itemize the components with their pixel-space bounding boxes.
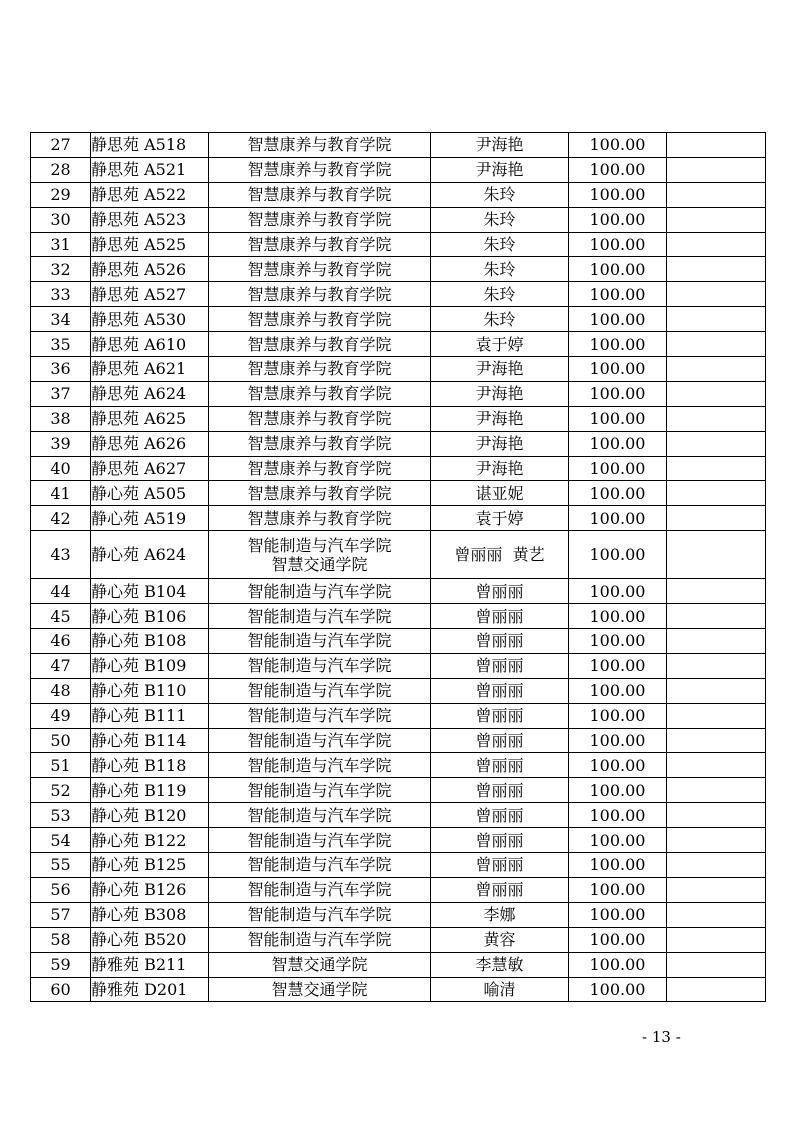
table-row xyxy=(31,902,766,927)
college-name: 智能制造与汽车学院 xyxy=(247,905,392,925)
dorm-room-cell: 静心苑 B308 xyxy=(91,902,209,927)
dorm-room-cell: 静雅苑 D201 xyxy=(91,977,209,1002)
college-name: 智慧康养与教育学院 xyxy=(247,409,392,429)
note-cell xyxy=(667,703,766,728)
note-cell xyxy=(667,207,766,232)
responsible-person-cell: 尹海艳 xyxy=(431,406,569,431)
college-name: 智慧康养与教育学院 xyxy=(247,259,392,279)
note-cell xyxy=(667,406,766,431)
table-row xyxy=(31,481,766,506)
row-number-cell: 50 xyxy=(31,728,91,753)
table-row xyxy=(31,357,766,382)
dorm-room-cell: 静心苑 A519 xyxy=(91,506,209,531)
college-cell xyxy=(209,828,431,853)
row-number-cell: 54 xyxy=(31,828,91,853)
table-row xyxy=(31,778,766,803)
dorm-room-cell: 静心苑 B120 xyxy=(91,803,209,828)
dorm-room-cell: 静思苑 A610 xyxy=(91,332,209,357)
college-name: 智慧康养与教育学院 xyxy=(247,160,392,180)
college-cell xyxy=(209,927,431,952)
college-cell xyxy=(209,481,431,506)
college-name: 智慧康养与教育学院 xyxy=(247,135,392,155)
table-row xyxy=(31,232,766,257)
score-cell: 100.00 xyxy=(569,678,667,703)
college-cell xyxy=(209,803,431,828)
note-cell xyxy=(667,307,766,332)
college-name: 智能制造与汽车学院 xyxy=(247,755,392,775)
score-cell: 100.00 xyxy=(569,579,667,604)
college-cell xyxy=(209,332,431,357)
college-cell xyxy=(209,653,431,678)
note-cell xyxy=(667,232,766,257)
table-row xyxy=(31,853,766,878)
college-name: 智能制造与汽车学院 xyxy=(247,780,392,800)
dorm-room-cell: 静心苑 B520 xyxy=(91,927,209,952)
row-number-cell: 55 xyxy=(31,853,91,878)
college-cell xyxy=(209,604,431,629)
note-cell xyxy=(667,579,766,604)
note-cell xyxy=(667,381,766,406)
score-cell: 100.00 xyxy=(569,431,667,456)
row-number-cell: 59 xyxy=(31,952,91,977)
dorm-room-cell: 静心苑 B114 xyxy=(91,728,209,753)
college-cell xyxy=(209,531,431,579)
score-cell: 100.00 xyxy=(569,481,667,506)
dorm-room-cell: 静心苑 B122 xyxy=(91,828,209,853)
dorm-room-cell: 静思苑 A526 xyxy=(91,257,209,282)
college-cell xyxy=(209,456,431,481)
score-cell: 100.00 xyxy=(569,703,667,728)
table-row xyxy=(31,307,766,332)
row-number-cell: 36 xyxy=(31,357,91,382)
college-cell xyxy=(209,406,431,431)
college-cell xyxy=(209,877,431,902)
college-cell xyxy=(209,232,431,257)
note-cell xyxy=(667,282,766,307)
table-row xyxy=(31,678,766,703)
college-cell xyxy=(209,778,431,803)
score-cell: 100.00 xyxy=(569,133,667,158)
row-number-cell: 30 xyxy=(31,207,91,232)
row-number-cell: 27 xyxy=(31,133,91,158)
college-cell xyxy=(209,753,431,778)
college-name: 智慧交通学院 xyxy=(271,554,368,574)
college-name: 智慧康养与教育学院 xyxy=(247,483,392,503)
college-name: 智慧康养与教育学院 xyxy=(247,185,392,205)
table-row xyxy=(31,406,766,431)
responsible-person-cell: 黄容 xyxy=(431,927,569,952)
score-cell: 100.00 xyxy=(569,257,667,282)
college-name: 智能制造与汽车学院 xyxy=(247,706,392,726)
row-number-cell: 48 xyxy=(31,678,91,703)
table-row xyxy=(31,431,766,456)
score-cell: 100.00 xyxy=(569,332,667,357)
note-cell xyxy=(667,828,766,853)
note-cell xyxy=(667,678,766,703)
responsible-person-cell: 尹海艳 xyxy=(431,357,569,382)
dorm-room-cell: 静心苑 A505 xyxy=(91,481,209,506)
responsible-person-cell: 曾丽丽 xyxy=(431,877,569,902)
responsible-person-cell: 曾丽丽 xyxy=(431,753,569,778)
responsible-person-cell: 尹海艳 xyxy=(431,381,569,406)
row-number-cell: 28 xyxy=(31,157,91,182)
dorm-room-cell: 静思苑 A626 xyxy=(91,431,209,456)
row-number-cell: 35 xyxy=(31,332,91,357)
note-cell xyxy=(667,332,766,357)
dorm-room-cell: 静心苑 B104 xyxy=(91,579,209,604)
dorm-room-cell: 静心苑 B110 xyxy=(91,678,209,703)
row-number-cell: 37 xyxy=(31,381,91,406)
score-cell: 100.00 xyxy=(569,207,667,232)
responsible-person-cell: 曾丽丽 xyxy=(431,703,569,728)
responsible-person-cell: 曾丽丽 xyxy=(431,678,569,703)
college-cell xyxy=(209,952,431,977)
dorm-room-cell: 静思苑 A527 xyxy=(91,282,209,307)
dorm-room-cell: 静心苑 B119 xyxy=(91,778,209,803)
score-cell: 100.00 xyxy=(569,307,667,332)
responsible-person-cell: 尹海艳 xyxy=(431,133,569,158)
dorm-room-cell: 静思苑 A522 xyxy=(91,182,209,207)
dorm-room-cell: 静心苑 B111 xyxy=(91,703,209,728)
responsible-person-cell: 曾丽丽 xyxy=(431,853,569,878)
dorm-room-cell: 静雅苑 B211 xyxy=(91,952,209,977)
dorm-room-cell: 静思苑 A624 xyxy=(91,381,209,406)
score-cell: 100.00 xyxy=(569,604,667,629)
college-name: 智慧康养与教育学院 xyxy=(247,434,392,454)
score-cell: 100.00 xyxy=(569,753,667,778)
table-row xyxy=(31,257,766,282)
table-row xyxy=(31,927,766,952)
score-cell: 100.00 xyxy=(569,728,667,753)
score-cell: 100.00 xyxy=(569,282,667,307)
college-cell xyxy=(209,579,431,604)
responsible-person-cell: 曾丽丽 xyxy=(431,629,569,654)
college-cell xyxy=(209,381,431,406)
row-number-cell: 42 xyxy=(31,506,91,531)
row-number-cell: 51 xyxy=(31,753,91,778)
responsible-person-cell: 曾丽丽 xyxy=(431,653,569,678)
row-number-cell: 49 xyxy=(31,703,91,728)
table-row xyxy=(31,506,766,531)
page-number: - 13 - xyxy=(642,1028,681,1046)
table-row xyxy=(31,133,766,158)
college-name: 智能制造与汽车学院 xyxy=(247,830,392,850)
dormitory-score-table xyxy=(30,132,766,1002)
note-cell xyxy=(667,927,766,952)
college-name: 智能制造与汽车学院 xyxy=(247,606,392,626)
college-cell xyxy=(209,207,431,232)
score-cell: 100.00 xyxy=(569,381,667,406)
college-name: 智慧康养与教育学院 xyxy=(247,284,392,304)
row-number-cell: 47 xyxy=(31,653,91,678)
table-row xyxy=(31,952,766,977)
note-cell xyxy=(667,952,766,977)
score-cell: 100.00 xyxy=(569,877,667,902)
college-name: 智慧康养与教育学院 xyxy=(247,210,392,230)
college-name: 智慧康养与教育学院 xyxy=(247,384,392,404)
college-name: 智能制造与汽车学院 xyxy=(247,681,392,701)
row-number-cell: 57 xyxy=(31,902,91,927)
score-cell: 100.00 xyxy=(569,653,667,678)
note-cell xyxy=(667,778,766,803)
score-cell: 100.00 xyxy=(569,778,667,803)
score-cell: 100.00 xyxy=(569,357,667,382)
college-name: 智能制造与汽车学院 xyxy=(247,581,392,601)
row-number-cell: 34 xyxy=(31,307,91,332)
responsible-person-cell: 朱玲 xyxy=(431,182,569,207)
college-name: 智慧康养与教育学院 xyxy=(247,309,392,329)
table-row xyxy=(31,877,766,902)
table-row xyxy=(31,828,766,853)
row-number-cell: 41 xyxy=(31,481,91,506)
score-cell: 100.00 xyxy=(569,952,667,977)
dorm-room-cell: 静思苑 A525 xyxy=(91,232,209,257)
college-name: 智能制造与汽车学院 xyxy=(247,855,392,875)
score-cell: 100.00 xyxy=(569,927,667,952)
responsible-person-cell: 尹海艳 xyxy=(431,157,569,182)
college-name: 智慧康养与教育学院 xyxy=(247,334,392,354)
college-name: 智慧康养与教育学院 xyxy=(247,508,392,528)
row-number-cell: 33 xyxy=(31,282,91,307)
college-cell xyxy=(209,728,431,753)
college-cell xyxy=(209,678,431,703)
responsible-person-cell: 朱玲 xyxy=(431,257,569,282)
dorm-room-cell: 静思苑 A523 xyxy=(91,207,209,232)
responsible-person-cell: 袁于婷 xyxy=(431,332,569,357)
dorm-room-cell: 静思苑 A625 xyxy=(91,406,209,431)
college-cell xyxy=(209,357,431,382)
college-cell xyxy=(209,257,431,282)
note-cell xyxy=(667,481,766,506)
table-row xyxy=(31,207,766,232)
college-name: 智能制造与汽车学院 xyxy=(247,731,392,751)
college-cell xyxy=(209,307,431,332)
college-cell xyxy=(209,133,431,158)
score-cell: 100.00 xyxy=(569,157,667,182)
college-cell xyxy=(209,506,431,531)
table-row xyxy=(31,282,766,307)
dorm-room-cell: 静心苑 B109 xyxy=(91,653,209,678)
responsible-person-cell: 曾丽丽 xyxy=(431,604,569,629)
score-cell: 100.00 xyxy=(569,803,667,828)
row-number-cell: 46 xyxy=(31,629,91,654)
college-name: 智能制造与汽车学院 xyxy=(247,656,392,676)
dorm-room-cell: 静思苑 A518 xyxy=(91,133,209,158)
responsible-person-cell: 尹海艳 xyxy=(431,456,569,481)
table-body xyxy=(31,133,766,1002)
note-cell xyxy=(667,357,766,382)
table-row xyxy=(31,753,766,778)
row-number-cell: 58 xyxy=(31,927,91,952)
table-row xyxy=(31,803,766,828)
responsible-person-cell: 朱玲 xyxy=(431,282,569,307)
table-row xyxy=(31,604,766,629)
dorm-room-cell: 静心苑 B118 xyxy=(91,753,209,778)
responsible-person-cell: 朱玲 xyxy=(431,232,569,257)
note-cell xyxy=(667,604,766,629)
responsible-person-cell: 曾丽丽 xyxy=(431,803,569,828)
college-name: 智慧康养与教育学院 xyxy=(247,459,392,479)
college-name: 智能制造与汽车学院 xyxy=(247,930,392,950)
table-row xyxy=(31,157,766,182)
note-cell xyxy=(667,531,766,579)
dorm-room-cell: 静心苑 B125 xyxy=(91,853,209,878)
row-number-cell: 53 xyxy=(31,803,91,828)
college-cell xyxy=(209,431,431,456)
college-name: 智慧康养与教育学院 xyxy=(247,359,392,379)
score-cell: 100.00 xyxy=(569,531,667,579)
table-row xyxy=(31,182,766,207)
responsible-person-cell: 曾丽丽 xyxy=(431,828,569,853)
responsible-person-cell: 谌亚妮 xyxy=(431,481,569,506)
score-cell: 100.00 xyxy=(569,977,667,1002)
responsible-person-cell: 朱玲 xyxy=(431,207,569,232)
note-cell xyxy=(667,853,766,878)
row-number-cell: 44 xyxy=(31,579,91,604)
note-cell xyxy=(667,157,766,182)
score-cell: 100.00 xyxy=(569,406,667,431)
row-number-cell: 60 xyxy=(31,977,91,1002)
college-name: 智能制造与汽车学院 xyxy=(247,535,392,555)
note-cell xyxy=(667,977,766,1002)
dorm-room-cell: 静心苑 B106 xyxy=(91,604,209,629)
table-row xyxy=(31,579,766,604)
row-number-cell: 39 xyxy=(31,431,91,456)
table-row xyxy=(31,703,766,728)
row-number-cell: 31 xyxy=(31,232,91,257)
score-cell: 100.00 xyxy=(569,828,667,853)
note-cell xyxy=(667,629,766,654)
dorm-room-cell: 静心苑 B126 xyxy=(91,877,209,902)
row-number-cell: 38 xyxy=(31,406,91,431)
row-number-cell: 52 xyxy=(31,778,91,803)
table-row xyxy=(31,629,766,654)
note-cell xyxy=(667,431,766,456)
note-cell xyxy=(667,456,766,481)
table-row xyxy=(31,977,766,1002)
score-cell: 100.00 xyxy=(569,232,667,257)
table-row xyxy=(31,332,766,357)
college-cell xyxy=(209,629,431,654)
responsible-person-cell: 曾丽丽 xyxy=(431,579,569,604)
responsible-person-cell: 李慧敏 xyxy=(431,952,569,977)
row-number-cell: 43 xyxy=(31,531,91,579)
responsible-person-cell: 曾丽丽 xyxy=(431,778,569,803)
score-cell: 100.00 xyxy=(569,629,667,654)
dorm-room-cell: 静思苑 A627 xyxy=(91,456,209,481)
dorm-room-cell: 静思苑 A621 xyxy=(91,357,209,382)
college-name: 智能制造与汽车学院 xyxy=(247,805,392,825)
responsible-person-cell: 朱玲 xyxy=(431,307,569,332)
table-row xyxy=(31,381,766,406)
note-cell xyxy=(667,902,766,927)
college-name: 智能制造与汽车学院 xyxy=(247,880,392,900)
college-cell xyxy=(209,182,431,207)
note-cell xyxy=(667,653,766,678)
score-cell: 100.00 xyxy=(569,902,667,927)
score-cell: 100.00 xyxy=(569,506,667,531)
score-cell: 100.00 xyxy=(569,456,667,481)
responsible-person-cell: 李娜 xyxy=(431,902,569,927)
note-cell xyxy=(667,753,766,778)
responsible-person-cell: 袁于婷 xyxy=(431,506,569,531)
note-cell xyxy=(667,877,766,902)
note-cell xyxy=(667,257,766,282)
note-cell xyxy=(667,728,766,753)
row-number-cell: 56 xyxy=(31,877,91,902)
responsible-person-cell: 尹海艳 xyxy=(431,431,569,456)
dorm-room-cell: 静心苑 A624 xyxy=(91,531,209,579)
score-cell: 100.00 xyxy=(569,182,667,207)
responsible-person-cell: 喻清 xyxy=(431,977,569,1002)
score-cell: 100.00 xyxy=(569,853,667,878)
table-row xyxy=(31,531,766,579)
college-name: 智慧康养与教育学院 xyxy=(247,235,392,254)
row-number-cell: 32 xyxy=(31,257,91,282)
dorm-room-cell: 静思苑 A521 xyxy=(91,157,209,182)
college-cell xyxy=(209,157,431,182)
table-row xyxy=(31,456,766,481)
college-cell xyxy=(209,853,431,878)
table-row xyxy=(31,728,766,753)
responsible-person-cell: 曾丽丽 xyxy=(431,728,569,753)
dorm-room-cell: 静心苑 B108 xyxy=(91,629,209,654)
college-name: 智慧交通学院 xyxy=(271,955,368,975)
row-number-cell: 45 xyxy=(31,604,91,629)
college-cell xyxy=(209,977,431,1002)
college-name: 智慧交通学院 xyxy=(271,979,368,999)
row-number-cell: 29 xyxy=(31,182,91,207)
dorm-room-cell: 静思苑 A530 xyxy=(91,307,209,332)
table-row xyxy=(31,653,766,678)
note-cell xyxy=(667,506,766,531)
college-cell xyxy=(209,703,431,728)
college-cell xyxy=(209,282,431,307)
note-cell xyxy=(667,133,766,158)
college-cell xyxy=(209,902,431,927)
note-cell xyxy=(667,803,766,828)
row-number-cell: 40 xyxy=(31,456,91,481)
college-name: 智能制造与汽车学院 xyxy=(247,631,392,651)
responsible-person-cell: 曾丽丽 黄艺 xyxy=(431,531,569,579)
note-cell xyxy=(667,182,766,207)
